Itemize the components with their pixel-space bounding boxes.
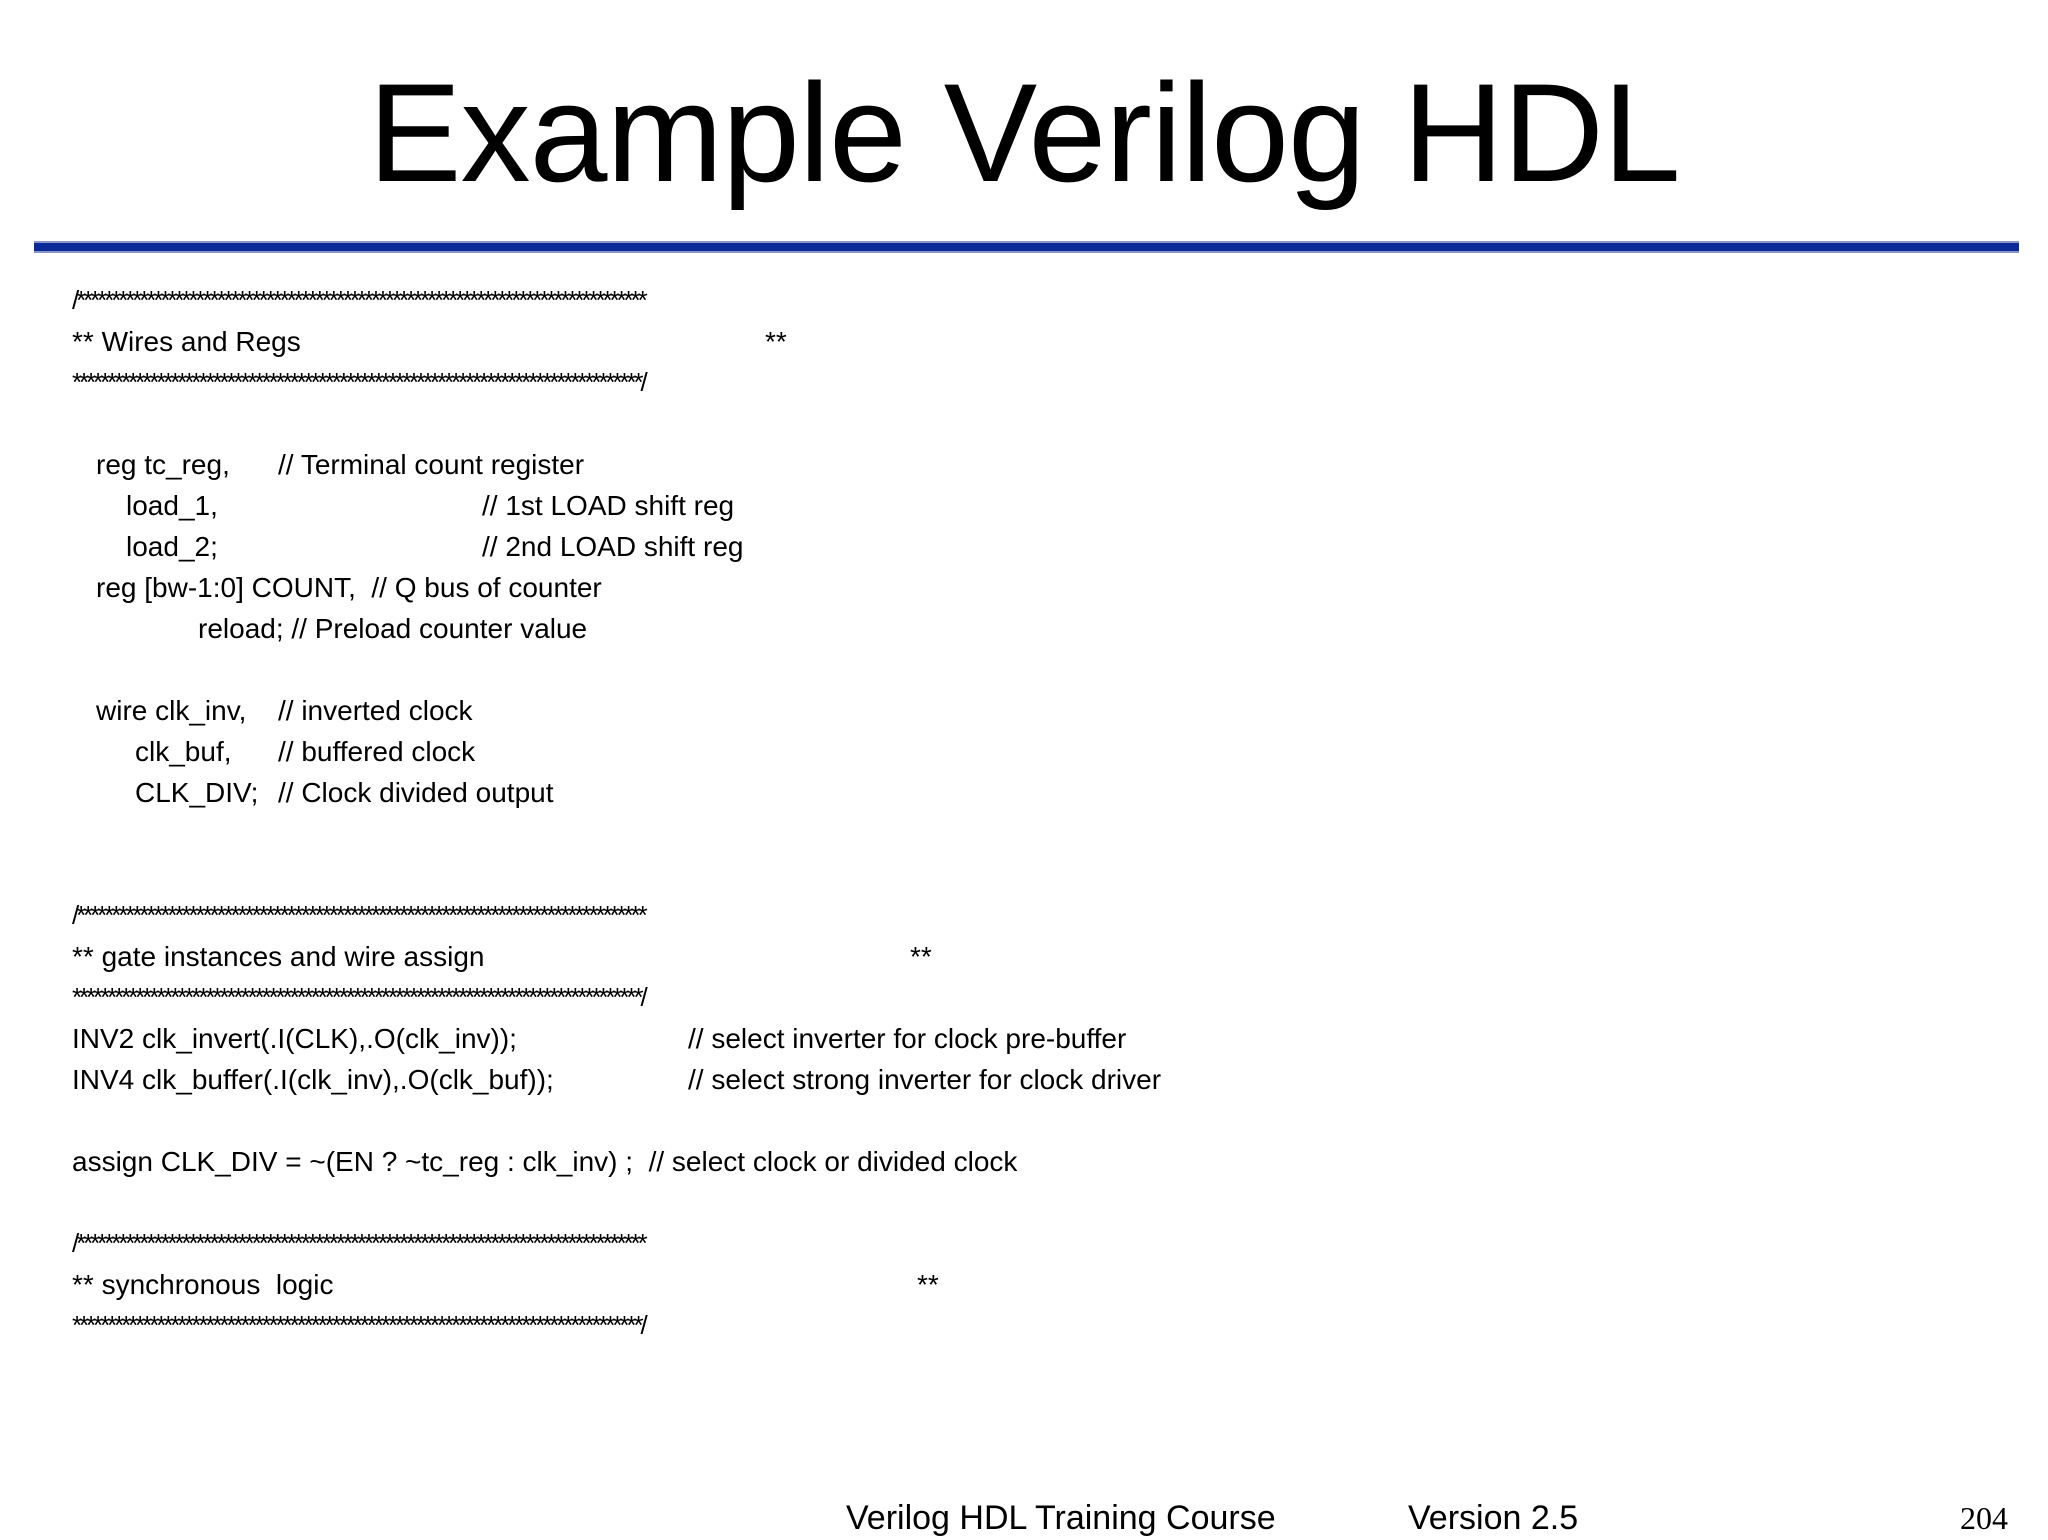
code-line: [72, 567, 1972, 608]
code-comment: // Terminal count register: [278, 449, 585, 480]
code-line: [72, 895, 1972, 936]
blank-line: [72, 1182, 1972, 1223]
comment-border-open: /*********************************************************************************: [72, 285, 645, 315]
code-comment: // select strong inverter for clock driver: [688, 1064, 1162, 1095]
code-comment: // select inverter for clock pre-buffer: [688, 1023, 1127, 1054]
comment-border-open: /*********************************************************************************: [72, 900, 645, 930]
code-text: reg [bw-1:0] COUNT, // Q bus of counter: [96, 572, 602, 603]
code-line: [72, 772, 1972, 813]
code-listing: [72, 280, 1972, 1346]
code-line: [72, 444, 1972, 485]
code-text: INV2 clk_invert(.I(CLK),.O(clk_inv));: [72, 1023, 517, 1054]
blank-line: [72, 649, 1972, 690]
code-comment: // 2nd LOAD shift reg: [482, 531, 744, 562]
code-line: [72, 1223, 1972, 1264]
code-text: INV4 clk_buffer(.I(clk_inv),.O(clk_buf));: [72, 1064, 554, 1095]
code-text: assign CLK_DIV = ~(EN ? ~tc_reg : clk_inv) ; // select clock or divided clock: [72, 1146, 1018, 1177]
section-header-end: **: [917, 1269, 939, 1300]
code-text: reg tc_reg,: [96, 449, 230, 480]
code-line: [72, 1141, 1972, 1182]
code-comment: // Clock divided output: [278, 777, 554, 808]
code-text: CLK_DIV;: [135, 777, 259, 808]
section-header-gate-instances: ** gate instances and wire assign: [72, 941, 485, 972]
code-line: [72, 1264, 1972, 1305]
blank-line: [72, 813, 1972, 854]
section-header-synchronous-logic: ** synchronous logic: [72, 1269, 334, 1300]
code-line: [72, 526, 1972, 567]
code-line: [72, 608, 1972, 649]
code-line: [72, 321, 1972, 362]
code-text: load_2;: [126, 531, 218, 562]
comment-border-open: /*********************************************************************************: [72, 1228, 645, 1258]
code-line: [72, 485, 1972, 526]
code-line: [72, 280, 1972, 321]
code-line: [72, 977, 1972, 1018]
code-comment: // 1st LOAD shift reg: [482, 490, 735, 521]
code-comment: // inverted clock: [278, 695, 473, 726]
section-header-end: **: [765, 326, 787, 357]
code-line: [72, 1305, 1972, 1346]
comment-border-close: *********************************************************************************/: [72, 1310, 645, 1340]
code-line: [72, 690, 1972, 731]
code-text: clk_buf,: [135, 736, 232, 767]
comment-border-close: *********************************************************************************/: [72, 367, 645, 397]
section-header-wires-regs: ** Wires and Regs: [72, 326, 301, 357]
page-number: 204: [1960, 1500, 2008, 1536]
blank-line: [72, 1100, 1972, 1141]
title-divider: [34, 241, 2019, 253]
code-text: load_1,: [126, 490, 218, 521]
code-line: [72, 936, 1972, 977]
blank-line: [72, 854, 1972, 895]
comment-border-close: *********************************************************************************/: [72, 982, 645, 1012]
code-text: wire clk_inv,: [96, 695, 247, 726]
footer-version: Version 2.5: [1408, 1499, 1579, 1537]
code-text: reload; // Preload counter value: [198, 613, 588, 644]
blank-line: [72, 403, 1972, 444]
code-line: [72, 1018, 1972, 1059]
code-line: [72, 731, 1972, 772]
code-comment: // buffered clock: [278, 736, 476, 767]
slide-title: Example Verilog HDL: [368, 54, 1680, 211]
code-line: [72, 362, 1972, 403]
footer-course-title: Verilog HDL Training Course: [846, 1499, 1276, 1537]
code-line: [72, 1059, 1972, 1100]
section-header-end: **: [910, 941, 932, 972]
